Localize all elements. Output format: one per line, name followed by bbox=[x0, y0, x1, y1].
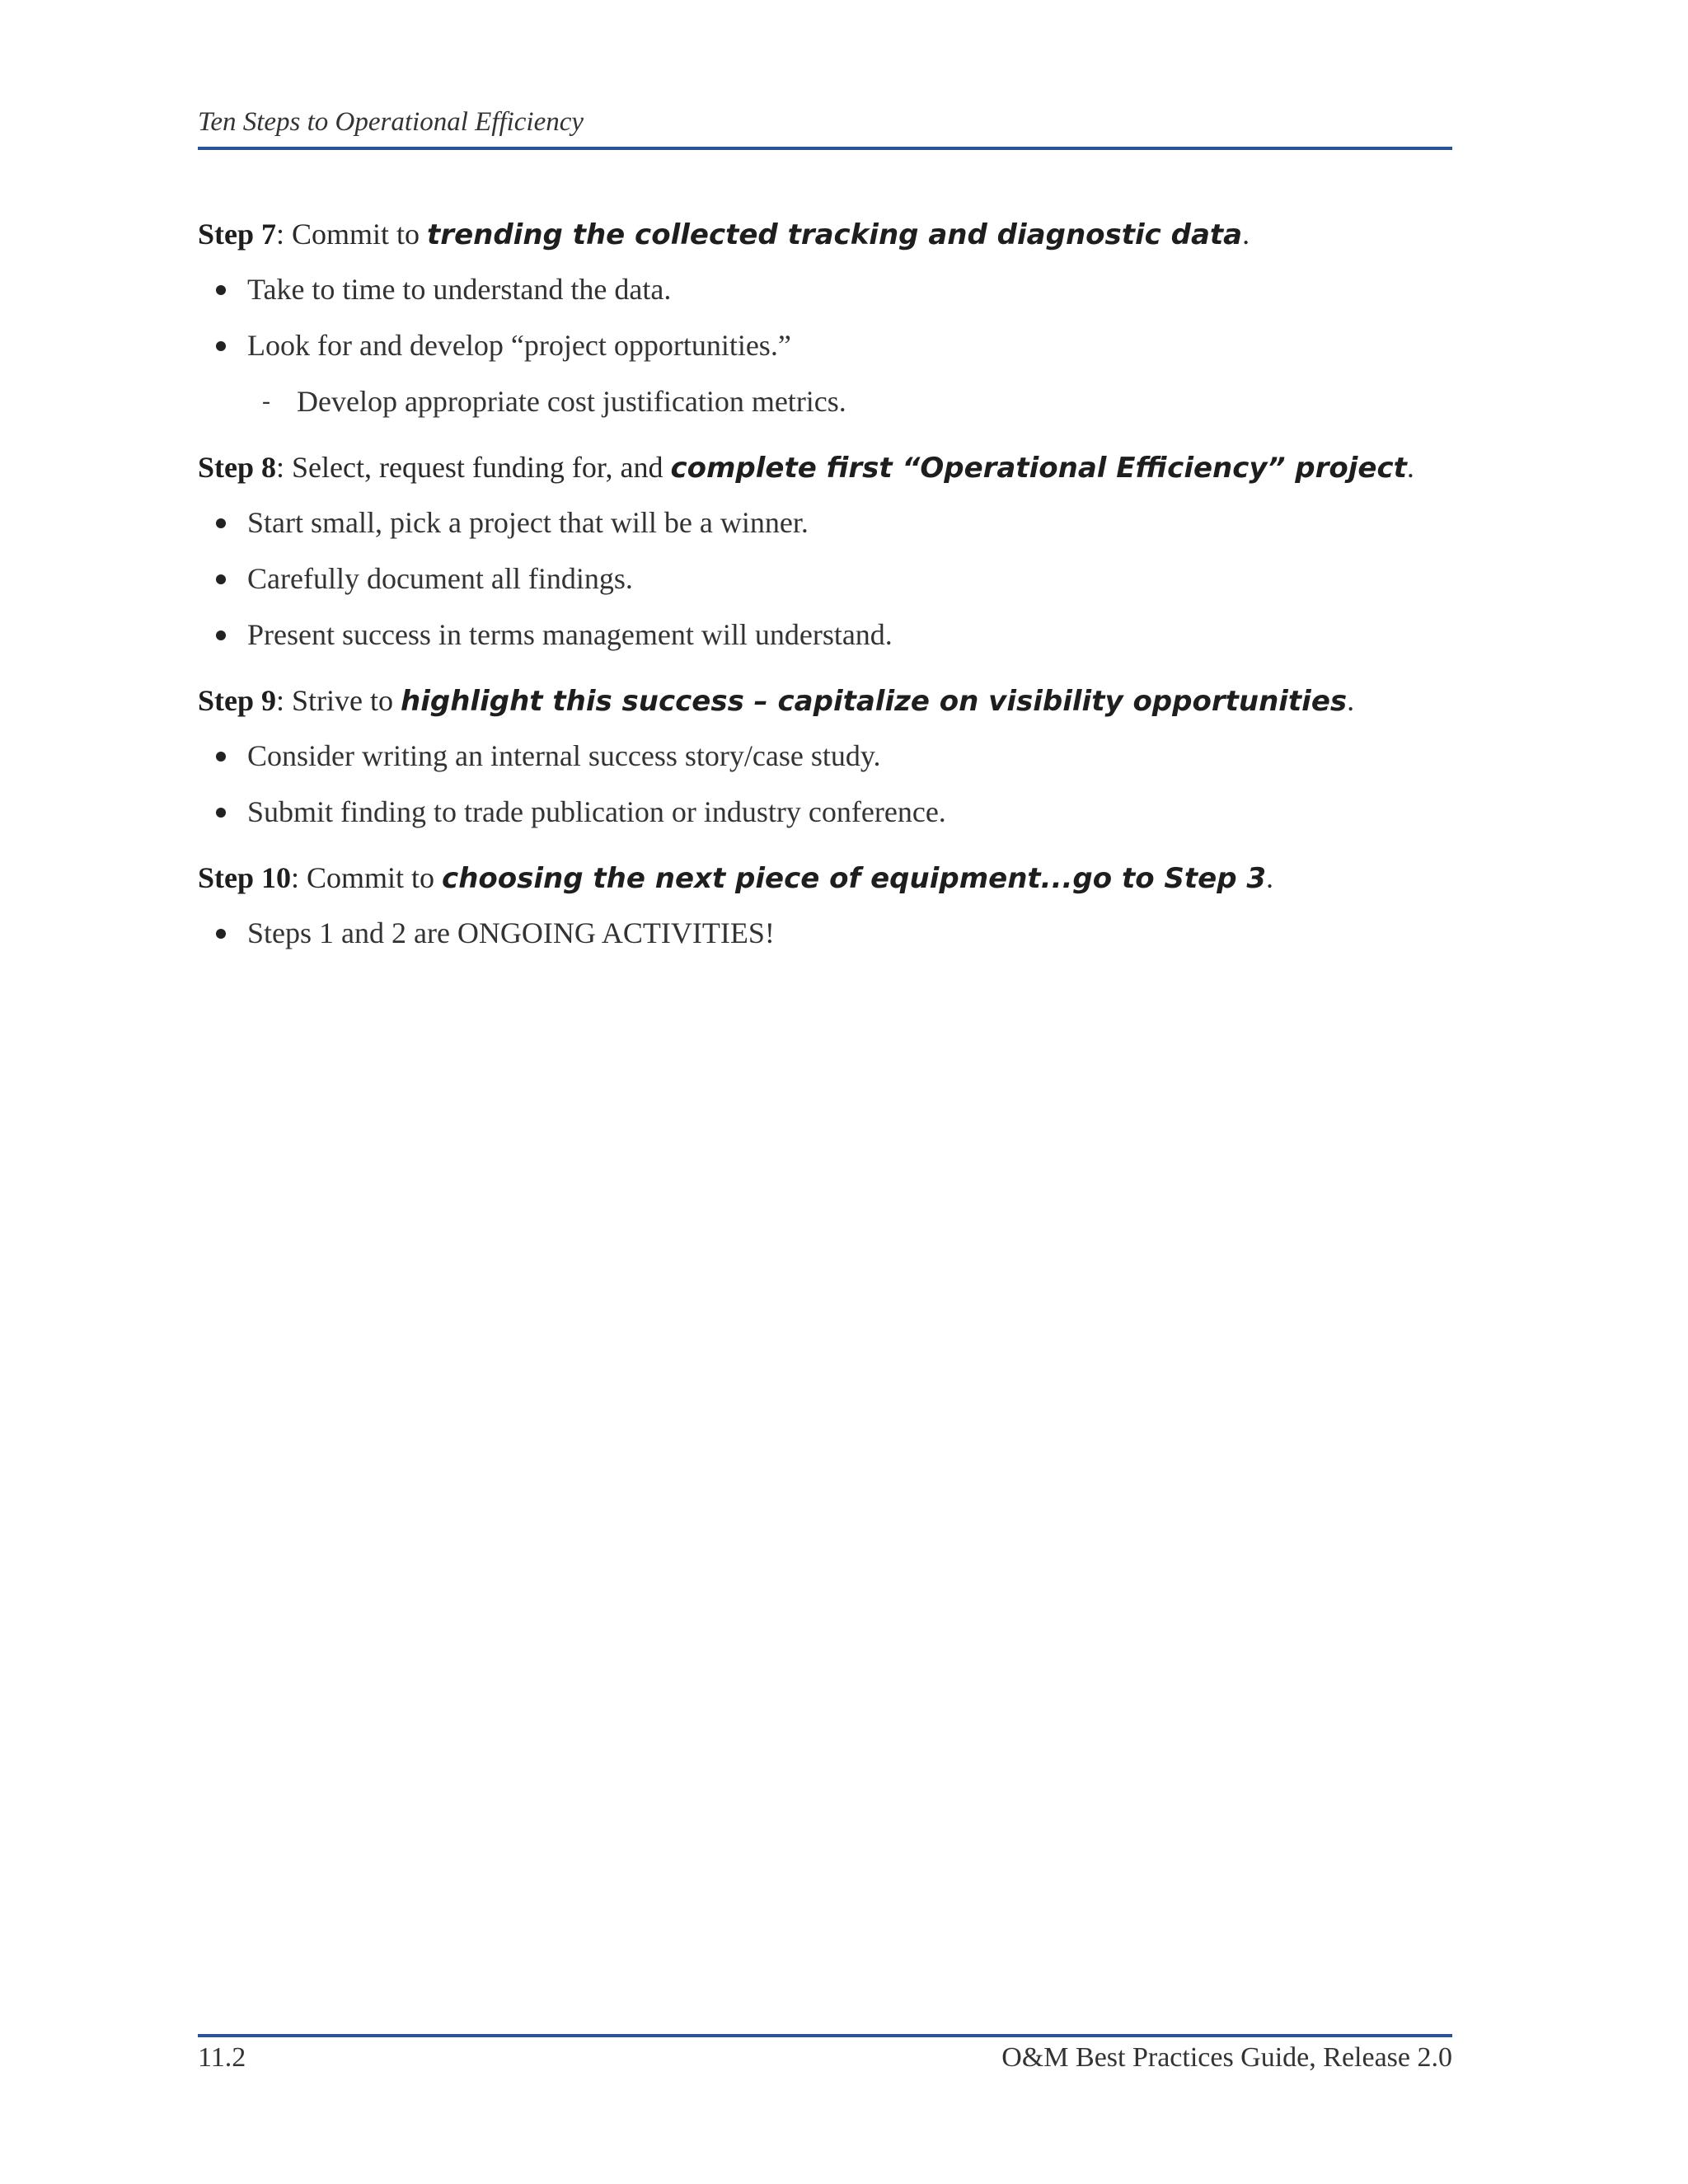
header-rule bbox=[198, 147, 1452, 150]
bullet-dot-icon bbox=[216, 808, 226, 818]
page-content bbox=[198, 214, 1452, 953]
step-bullet-list bbox=[198, 913, 1452, 953]
step-lead-text: : Commit to bbox=[291, 861, 443, 894]
bullet-dot-icon bbox=[216, 929, 226, 939]
step-heading bbox=[198, 214, 1452, 255]
list-item bbox=[198, 792, 1452, 832]
list-item-text: Consider writing an internal success story/case study. bbox=[247, 739, 881, 772]
step-heading bbox=[198, 681, 1452, 721]
step-lead-text: : Commit to bbox=[276, 218, 428, 251]
sub-list-item-text: Develop appropriate cost justification metrics. bbox=[297, 385, 846, 418]
list-item bbox=[198, 559, 1452, 598]
list-item bbox=[198, 326, 1452, 365]
publication-title: O&M Best Practices Guide, Release 2.0 bbox=[1001, 2042, 1452, 2073]
list-item-text: Look for and develop “project opportunities.” bbox=[247, 329, 791, 362]
list-item-text: Present success in terms management will understand. bbox=[247, 618, 893, 651]
step-label: Step 7 bbox=[198, 218, 277, 251]
footer-rule bbox=[198, 2034, 1452, 2037]
sub-list-item bbox=[198, 382, 1452, 421]
step-bullet-list bbox=[198, 503, 1452, 654]
running-header: Ten Steps to Operational Efficiency bbox=[198, 107, 584, 137]
step-bullet-list bbox=[198, 269, 1452, 421]
step-heading bbox=[198, 448, 1452, 488]
list-item-text: Steps 1 and 2 are ONGOING ACTIVITIES! bbox=[247, 916, 775, 949]
list-item-text: Carefully document all findings. bbox=[247, 562, 633, 595]
list-item-text: Start small, pick a project that will be a winner. bbox=[247, 506, 809, 539]
bullet-dot-icon bbox=[216, 752, 226, 762]
step-end-punct: . bbox=[1406, 451, 1414, 484]
page-number: 11.2 bbox=[198, 2042, 246, 2073]
list-item bbox=[198, 503, 1452, 542]
step-end-punct: . bbox=[1266, 861, 1274, 894]
list-item bbox=[198, 736, 1452, 776]
step-heading bbox=[198, 858, 1452, 898]
list-item bbox=[198, 269, 1452, 309]
step-label: Step 9 bbox=[198, 684, 277, 717]
step-emphasis: choosing the next piece of equipment...go to Step 3 bbox=[442, 862, 1267, 895]
bullet-dot-icon bbox=[216, 285, 226, 295]
step-emphasis: highlight this success – capitalize on visibility opportunities bbox=[401, 685, 1348, 718]
list-item-text: Submit finding to trade publication or industry conference. bbox=[247, 795, 946, 828]
dash-icon: - bbox=[262, 387, 270, 415]
step-lead-text: : Strive to bbox=[276, 684, 401, 717]
step-label: Step 8 bbox=[198, 451, 277, 484]
list-item bbox=[198, 913, 1452, 953]
bullet-dot-icon bbox=[216, 574, 226, 584]
list-item-text: Take to time to understand the data. bbox=[247, 273, 672, 306]
step-end-punct: . bbox=[1347, 684, 1355, 717]
bullet-dot-icon bbox=[216, 518, 226, 528]
step-emphasis: complete first “Operational Efficiency” project bbox=[670, 452, 1407, 485]
bullet-dot-icon bbox=[216, 630, 226, 640]
step-emphasis: trending the collected tracking and diagnostic data bbox=[427, 218, 1243, 251]
bullet-dot-icon bbox=[216, 341, 226, 351]
list-item bbox=[198, 615, 1452, 654]
step-bullet-list bbox=[198, 736, 1452, 832]
step-label: Step 10 bbox=[198, 861, 292, 894]
step-lead-text: : Select, request funding for, and bbox=[276, 451, 671, 484]
step-end-punct: . bbox=[1242, 218, 1250, 251]
